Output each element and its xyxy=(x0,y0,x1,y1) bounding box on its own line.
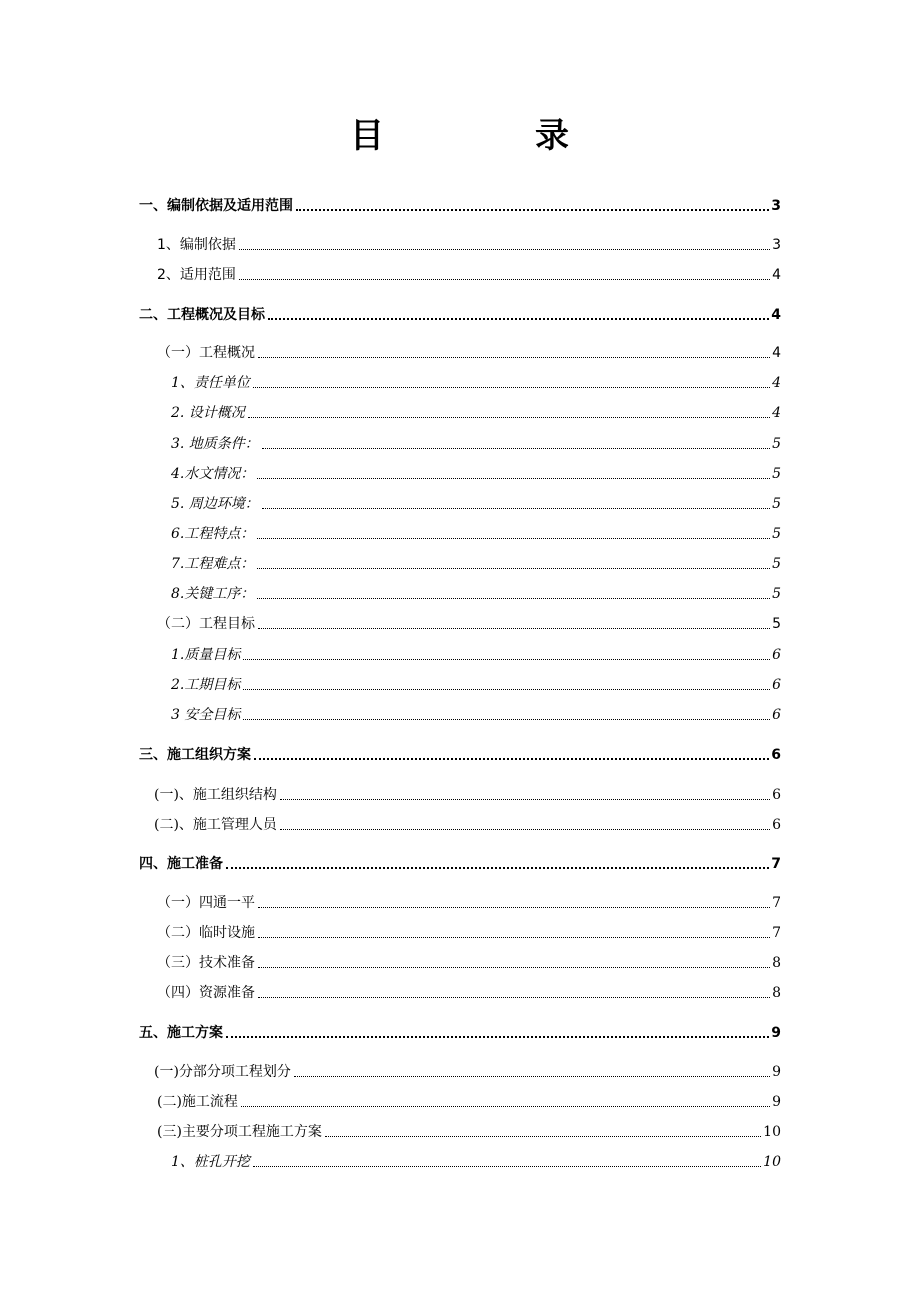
toc-entry-page: 6 xyxy=(772,817,781,833)
dot-leader xyxy=(253,1166,761,1167)
toc-entry-level1[interactable] xyxy=(139,196,781,216)
toc-entry-page: 6 xyxy=(772,647,781,663)
toc-entry-page: 9 xyxy=(771,1025,781,1041)
toc-entry-level3[interactable] xyxy=(171,524,781,544)
toc-entry-page: 7 xyxy=(772,925,781,941)
toc-entry-label: (三)主要分项工程施工方案 xyxy=(157,1124,322,1140)
toc-entry-level2[interactable] xyxy=(157,1122,781,1142)
dot-leader xyxy=(253,387,770,388)
toc-entry-label: 3 安全目标 xyxy=(171,707,241,723)
toc-entry-level3[interactable] xyxy=(171,1152,781,1172)
toc-entry-label: （一）工程概况 xyxy=(157,345,255,361)
toc-entry-page: 8 xyxy=(772,985,781,1001)
toc-entry-page: 10 xyxy=(763,1154,781,1170)
dot-leader xyxy=(280,829,770,830)
dot-leader xyxy=(258,357,770,358)
dot-leader xyxy=(258,907,770,908)
toc-entry-label: 2. 设计概况 xyxy=(171,405,245,421)
toc-entry-level2[interactable] xyxy=(154,815,781,835)
toc-entry-page: 7 xyxy=(771,856,781,872)
toc-entry-page: 5 xyxy=(772,526,781,542)
dot-leader xyxy=(226,1036,769,1038)
toc-entry-page: 9 xyxy=(772,1094,781,1110)
toc-entry-page: 3 xyxy=(771,198,781,214)
dot-leader xyxy=(239,279,770,280)
toc-entry-page: 5 xyxy=(772,556,781,572)
dot-leader xyxy=(239,249,770,250)
dot-leader xyxy=(325,1136,761,1137)
dot-leader xyxy=(296,209,769,211)
toc-entry-label: （三）技术准备 xyxy=(157,955,255,971)
toc-entry-label: 3. 地质条件： xyxy=(171,436,259,452)
toc-entry-page: 5 xyxy=(772,466,781,482)
dot-leader xyxy=(268,318,769,320)
toc-entry-level3[interactable] xyxy=(171,554,781,574)
toc-entry-page: 3 xyxy=(772,237,781,253)
toc-entry-page: 5 xyxy=(772,586,781,602)
toc-entry-level2[interactable] xyxy=(157,265,781,285)
dot-leader xyxy=(258,937,770,938)
toc-entry-label: （一）四通一平 xyxy=(157,895,255,911)
toc-entry-label: (一)分部分项工程划分 xyxy=(154,1064,291,1080)
toc-entry-label: 2、适用范围 xyxy=(157,267,236,283)
toc-entry-page: 9 xyxy=(772,1064,781,1080)
toc-entry-label: （四）资源准备 xyxy=(157,985,255,1001)
toc-entry-level2[interactable] xyxy=(154,785,781,805)
toc-entry-page: 7 xyxy=(772,895,781,911)
toc-entry-level2[interactable] xyxy=(157,983,781,1003)
toc-entry-level2[interactable] xyxy=(157,893,781,913)
dot-leader xyxy=(294,1076,770,1077)
toc-entry-label: 1、桩孔开挖 xyxy=(171,1154,250,1170)
toc-entry-page: 6 xyxy=(771,747,781,763)
toc-entry-label: （二）临时设施 xyxy=(157,925,255,941)
toc-entry-level2[interactable] xyxy=(157,1092,781,1112)
toc-entry-level3[interactable] xyxy=(171,434,781,454)
toc-entry-level1[interactable] xyxy=(139,745,781,765)
dot-leader xyxy=(262,448,770,449)
toc-entry-level3[interactable] xyxy=(171,494,781,514)
dot-leader xyxy=(243,689,770,690)
dot-leader xyxy=(243,719,770,720)
toc-entry-label: 1、编制依据 xyxy=(157,237,236,253)
toc-entry-level2[interactable] xyxy=(157,614,781,634)
toc-entry-page: 4 xyxy=(771,307,781,323)
dot-leader xyxy=(226,867,769,869)
toc-entry-page: 4 xyxy=(772,267,781,283)
toc-entry-level1[interactable] xyxy=(139,1023,781,1043)
dot-leader xyxy=(280,799,770,800)
toc-entry-level3[interactable] xyxy=(171,373,781,393)
toc-entry-label: 7.工程难点： xyxy=(171,556,255,572)
toc-entry-level2[interactable] xyxy=(157,923,781,943)
toc-entry-page: 6 xyxy=(772,787,781,803)
toc-entry-level3[interactable] xyxy=(171,705,781,725)
dot-leader xyxy=(257,598,770,599)
toc-entry-page: 5 xyxy=(772,436,781,452)
dot-leader xyxy=(258,967,770,968)
toc-entry-level2[interactable] xyxy=(157,953,781,973)
toc-entry-page: 5 xyxy=(772,616,781,632)
toc-entry-level3[interactable] xyxy=(171,675,781,695)
toc-entry-label: 6.工程特点： xyxy=(171,526,255,542)
dot-leader xyxy=(254,758,769,760)
toc-title xyxy=(0,112,920,160)
dot-leader xyxy=(248,417,770,418)
toc-entry-level3[interactable] xyxy=(171,645,781,665)
toc-entry-level2[interactable] xyxy=(154,1062,781,1082)
toc-entry-page: 6 xyxy=(772,677,781,693)
toc-entry-page: 4 xyxy=(772,405,781,421)
toc-entry-level3[interactable] xyxy=(171,403,781,423)
toc-entry-label: 一、编制依据及适用范围 xyxy=(139,198,293,214)
toc-entry-label: (二)施工流程 xyxy=(157,1094,238,1110)
toc-entry-page: 4 xyxy=(772,345,781,361)
dot-leader xyxy=(257,538,770,539)
dot-leader xyxy=(258,997,770,998)
toc-entry-label: 1.质量目标 xyxy=(171,647,241,663)
toc-entry-label: 1、责任单位 xyxy=(171,375,250,391)
toc-entry-label: （二）工程目标 xyxy=(157,616,255,632)
toc-entry-page: 8 xyxy=(772,955,781,971)
toc-entry-label: 二、工程概况及目标 xyxy=(139,307,265,323)
toc-title-char-1: 目 xyxy=(350,116,384,156)
toc-entry-level3[interactable] xyxy=(171,464,781,484)
toc-entry-page: 4 xyxy=(772,375,781,391)
toc-entry-level3[interactable] xyxy=(171,584,781,604)
toc-entry-label: 四、施工准备 xyxy=(139,856,223,872)
toc-entry-level1[interactable] xyxy=(139,305,781,325)
dot-leader xyxy=(257,478,770,479)
toc-entry-level1[interactable] xyxy=(139,854,781,874)
toc-entry-level2[interactable] xyxy=(157,235,781,255)
dot-leader xyxy=(257,568,770,569)
toc-entry-label: 5. 周边环境： xyxy=(171,496,259,512)
toc-entry-level2[interactable] xyxy=(157,343,781,363)
toc-entry-page: 5 xyxy=(772,496,781,512)
toc-entry-page: 10 xyxy=(763,1124,781,1140)
toc-title-char-2: 录 xyxy=(535,116,569,156)
toc-entry-label: 2.工期目标 xyxy=(171,677,241,693)
toc-entry-label: (二)、施工管理人员 xyxy=(154,817,277,833)
toc-entry-label: 三、施工组织方案 xyxy=(139,747,251,763)
toc-entry-label: 8.关键工序： xyxy=(171,586,255,602)
dot-leader xyxy=(241,1106,770,1107)
dot-leader xyxy=(243,659,770,660)
dot-leader xyxy=(258,628,770,629)
toc-entry-page: 6 xyxy=(772,707,781,723)
toc-entry-label: (一)、施工组织结构 xyxy=(154,787,277,803)
toc-entry-label: 4.水文情况： xyxy=(171,466,255,482)
dot-leader xyxy=(262,508,770,509)
toc-entry-label: 五、施工方案 xyxy=(139,1025,223,1041)
